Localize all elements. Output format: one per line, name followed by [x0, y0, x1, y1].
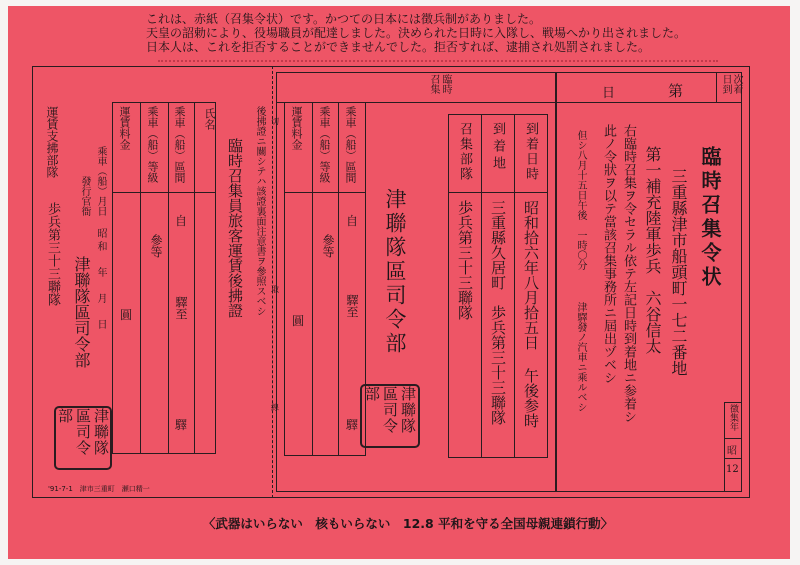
- notice-line-1: これは、赤紙（召集令状）です。かつての日本には徴兵制がありました。: [146, 12, 542, 26]
- year-number: 12: [726, 464, 739, 475]
- arrival-place-label: 到着地: [490, 122, 505, 173]
- left-fare-label: 運賃料金: [118, 106, 131, 150]
- mid-yen: 圓: [292, 314, 305, 328]
- cut-mark-1: 切: [271, 117, 279, 126]
- instruction-2: 此ノ令狀ヲ以テ當該召集事務所ニ屆出ヅベシ: [601, 124, 616, 384]
- dotted-band: [158, 60, 718, 62]
- stub-note: 後拂證ニ關シテハ該證裏面注意書ヲ參照スベシ: [254, 106, 265, 316]
- tsugi-label: 次着: [731, 74, 742, 94]
- train-note-right: 津驛發ノ汽車ニ乘ルベシ: [575, 302, 586, 412]
- payer-label: 運賃支拂部隊: [45, 106, 59, 178]
- fare-table-left: [112, 102, 216, 454]
- cut-mark-2: 取: [271, 285, 279, 294]
- year-label: 徴集年: [728, 404, 738, 431]
- mid-vehicle-label: 乘車（船）區間: [344, 106, 357, 183]
- left-from: 自: [175, 214, 188, 228]
- arrival-time-label: 到着日時: [523, 122, 538, 182]
- cut-line: [272, 66, 273, 498]
- instruction-1: 右臨時召集ヲ令セラル依テ左記日時到着地ニ参着シ: [621, 124, 636, 423]
- arrival-place: 三重縣久居町 歩兵第三十三聯隊: [489, 200, 507, 425]
- notice-line-2: 天皇の詔勅により、役場職員が配達しました。決められた日時に入隊し、戦場へかり出されました。: [146, 26, 687, 40]
- mid-to: 驛至: [345, 294, 359, 318]
- office: 津聯隊區司令部: [72, 256, 91, 368]
- mid-grade-label: 乘車（船）等級: [318, 106, 331, 183]
- left-vehicle-label: 乘車（船）區間: [173, 106, 186, 183]
- day-arrive-label: 日到: [720, 74, 731, 94]
- date-value: 昭和 年 月 日: [95, 228, 106, 332]
- left-to: 驛至: [174, 296, 188, 320]
- header-shu: 召集: [428, 74, 439, 94]
- unit: 歩兵第三十三聯隊: [456, 200, 474, 320]
- left-grade-label: 乘車（船）等級: [146, 106, 159, 183]
- print-note: '91-7-1 津市三重町 瀬口精一: [48, 485, 150, 493]
- date-label: 乘車（船）月日: [95, 146, 106, 216]
- train-note-left: 但シ八月十五日午後 一時〇分: [575, 130, 586, 270]
- mid-class: 參等: [321, 234, 335, 258]
- office-label: 發行官衙: [79, 176, 90, 216]
- left-yen: 圓: [120, 308, 133, 322]
- address: 三重縣津市船頭町一七二番地: [669, 168, 688, 376]
- arrival-time: 昭和拾六年八月拾五日 午後参時: [522, 200, 540, 428]
- slogan: 〈武器はいらない 核もいらない 12.8 平和を守る全国母親連鎖行動〉: [202, 516, 614, 531]
- issuer-seal: 津聯隊區司令部: [360, 384, 420, 448]
- header-hit: 臨時: [440, 74, 451, 94]
- order-title: 臨時召集令状: [698, 146, 722, 290]
- unit-label: 召集部隊: [457, 122, 472, 182]
- cut-mark-3: 線: [271, 403, 279, 412]
- notice-line-3: 日本人は、これを拒否することができませんでした。拒否すれば、逮捕され処罰されました。: [146, 40, 651, 54]
- stub-seal: 津聯隊區司令部: [54, 406, 112, 470]
- mid-to2: 驛: [346, 418, 359, 432]
- notice-text: [146, 12, 706, 54]
- mid-from: 自: [346, 214, 359, 228]
- era-label: 昭: [727, 446, 737, 457]
- left-name-label: 氏名: [203, 108, 216, 130]
- mid-fare-label: 運賃料金: [290, 106, 303, 150]
- dai-label: 第: [668, 82, 684, 100]
- payer: 歩兵第三十三聯隊: [45, 202, 60, 306]
- stub-title: 臨時召集員旅客運賃後拂證: [226, 138, 244, 318]
- left-class: 參等: [149, 234, 163, 258]
- issuer-name: 津聯隊區司令部: [383, 188, 407, 356]
- left-to2: 驛: [175, 418, 188, 432]
- red-paper-document: [8, 6, 790, 559]
- rank-name: 第一補充陸軍歩兵 六谷信太: [643, 146, 662, 354]
- day-label: 日: [602, 86, 616, 101]
